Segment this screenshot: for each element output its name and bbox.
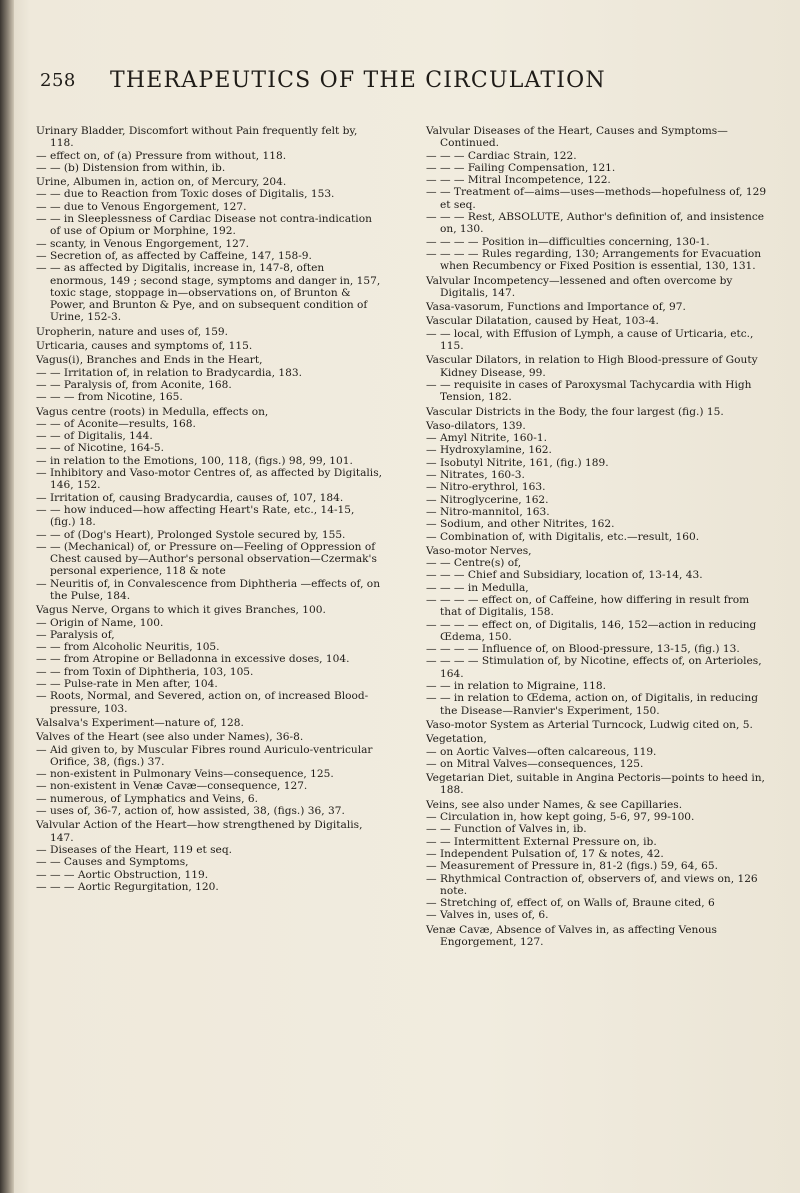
index-entry: — — — Aortic Regurgitation, 120. — [36, 880, 219, 893]
index-entry: — on Mitral Valves—consequences, 125. — [426, 757, 644, 770]
index-entry: — Irritation of, causing Bradycardia, causes of, 107, 184. — [36, 491, 344, 504]
index-entry: Veins, see also under Names, & see Capillaries. — [426, 798, 683, 811]
index-entry: — Origin of Name, 100. — [36, 616, 164, 629]
index-entry: — scanty, in Venous Engorgement, 127. — [36, 237, 249, 250]
index-entry: — — — — effect on, of Caffeine, how differing in result from that of Digitalis, 158. — [426, 593, 750, 619]
index-entry: Uropherin, nature and uses of, 159. — [36, 325, 229, 338]
index-entry: — — how induced—how affecting Heart's Rate, etc., 14-15, (fig.) 18. — [36, 503, 355, 529]
index-entry: — on Aortic Valves—often calcareous, 119. — [426, 745, 657, 758]
index-entry: — — (b) Distension from within, ib. — [36, 161, 226, 174]
page-header — [40, 66, 780, 100]
running-head: THERAPEUTICS OF THE CIRCULATION — [110, 68, 606, 93]
index-entry: — — — Aortic Obstruction, 119. — [36, 868, 209, 881]
index-entry: — Sodium, and other Nitrites, 162. — [426, 518, 615, 531]
index-entry: — — Causes and Symptoms, — [36, 856, 189, 869]
index-entry: Vaso-motor Nerves, — [426, 544, 532, 557]
index-entry: — — — Mitral Incompetence, 122. — [426, 174, 611, 187]
index-entry: — Independent Pulsation of, 17 & notes, 42. — [426, 847, 664, 860]
index-entry: — Isobutyl Nitrite, 161, (fig.) 189. — [426, 456, 609, 469]
index-entry: Vagus Nerve, Organs to which it gives Branches, 100. — [36, 604, 326, 617]
index-entry: — — of (Dog's Heart), Prolonged Systole secured by, 155. — [36, 528, 346, 541]
index-entry: Vascular Dilatation, caused by Heat, 103-4. — [426, 315, 659, 328]
page-binding-edge — [0, 0, 14, 1193]
index-entry: — — — — Influence of, on Blood-pressure, 13-15, (fig.) 13. — [426, 643, 740, 656]
index-entry: — — in relation to Migraine, 118. — [426, 680, 606, 693]
index-entry: Valvular Action of the Heart—how strengthened by Digitalis, 147. — [36, 819, 363, 844]
index-entry: — — from Toxin of Diphtheria, 103, 105. — [36, 665, 254, 678]
index-entry: Valves of the Heart (see also under Names), 36-8. — [36, 731, 304, 744]
index-entry: Vasa-vasorum, Functions and Importance of, 97. — [426, 301, 686, 314]
index-entry: — Hydroxylamine, 162. — [426, 444, 552, 457]
index-entry: Vegetation, — [426, 733, 487, 746]
index-entry: — — as affected by Digitalis, increase in, 147-8, often enormous, 149 ; second stage, symptoms and danger in, 157, toxic stage, stoppage in—observations on, of Brunton & Power, and Brunton & Pye, and on subsequent condition of Urine, 152-3. — [36, 262, 381, 324]
index-entry: — non-existent in Pulmonary Veins—consequence, 125. — [36, 768, 334, 781]
index-entry: Vaso-motor System as Arterial Turncock, Ludwig cited on, 5. — [426, 718, 753, 731]
index-entry: — — due to Reaction from Toxic doses of Digitalis, 153. — [36, 188, 335, 201]
index-entry: — Circulation in, how kept going, 5-6, 97, 99-100. — [426, 811, 695, 824]
index-entry: — Combination of, with Digitalis, etc.—result, 160. — [426, 530, 700, 543]
index-entry: Urticaria, causes and symptoms of, 115. — [36, 340, 253, 353]
index-entry: Valsalva's Experiment—nature of, 128. — [36, 716, 244, 729]
index-entry: — — in relation to Œdema, action on, of Digitalis, in reducing the Disease—Ranvier's Experiment, 150. — [426, 692, 759, 717]
index-entry: — Diseases of the Heart, 119 et seq. — [36, 843, 232, 856]
index-entry: — — Paralysis of, from Aconite, 168. — [36, 378, 232, 391]
index-entry: — — — Cardiac Strain, 122. — [426, 149, 577, 162]
index-entry: — Neuritis of, in Convalescence from Diphtheria —effects of, on the Pulse, 184. — [36, 577, 381, 602]
index-entry: — effect on, of (a) Pressure from without, 118. — [36, 149, 287, 162]
index-entry: — — Centre(s) of, — [426, 557, 522, 570]
index-column-right — [426, 125, 772, 948]
index-entry: — Secretion of, as affected by Caffeine, 147, 158-9. — [36, 249, 312, 262]
index-entry: — — — — effect on, of Digitalis, 146, 152—action in reducing Œdema, 150. — [426, 618, 757, 643]
index-column-left — [36, 125, 382, 893]
index-entry: — Amyl Nitrite, 160-1. — [426, 432, 547, 445]
index-entry: — — — Failing Compensation, 121. — [426, 161, 616, 174]
index-entry: Vagus centre (roots) in Medulla, effects on, — [36, 405, 269, 418]
index-entry: — — in Sleeplessness of Cardiac Disease not contra-indication of use of Opium or Morphine, 192. — [36, 213, 372, 238]
index-entry: — — Pulse-rate in Men after, 104. — [36, 678, 218, 691]
index-entry: — — of Nicotine, 164-5. — [36, 442, 164, 455]
index-entry: — — — — Position in—difficulties concerning, 130-1. — [426, 235, 710, 248]
index-entry: — Roots, Normal, and Severed, action on, of increased Blood-pressure, 103. — [36, 690, 369, 715]
index-entry: — — (Mechanical) of, or Pressure on—Feeling of Oppression of Chest caused by—Author's personal observation—Czermak's personal experience, 118 & note — [36, 540, 377, 578]
index-entry: — — Irritation of, in relation to Bradycardia, 183. — [36, 366, 302, 379]
index-entry: Vascular Districts in the Body, the four largest (fig.) 15. — [426, 405, 724, 418]
index-entry: — — — from Nicotine, 165. — [36, 391, 183, 404]
index-entry: — — from Atropine or Belladonna in excessive doses, 104. — [36, 653, 350, 666]
index-entry: — Nitroglycerine, 162. — [426, 493, 549, 506]
index-entry: — Rhythmical Contraction of, observers of, and views on, 126 note. — [426, 872, 758, 897]
index-entry: — — from Alcoholic Neuritis, 105. — [36, 641, 220, 654]
index-entry: — Nitro-erythrol, 163. — [426, 481, 546, 494]
index-entry: — — of Aconite—results, 168. — [36, 417, 196, 430]
index-entry: — — — — Rules regarding, 130; Arrangements for Evacuation when Recumbency or Fixed Position is essential, 130, 131. — [426, 247, 762, 273]
index-entry: Vegetarian Diet, suitable in Angina Pectoris—points to heed in, 188. — [426, 772, 765, 797]
index-entry: — — Function of Valves in, ib. — [426, 823, 587, 836]
index-entry: — — of Digitalis, 144. — [36, 430, 153, 443]
index-entry: — Valves in, uses of, 6. — [426, 909, 549, 922]
index-entry: — Paralysis of, — [36, 628, 115, 641]
index-entry: — Aid given to, by Muscular Fibres round Auriculo-ventricular Orifice, 38, (figs.) 37. — [36, 743, 373, 768]
index-entry: — — local, with Effusion of Lymph, a cause of Urticaria, etc., 115. — [426, 327, 754, 353]
index-entry: — Nitro-mannitol, 163. — [426, 505, 550, 518]
index-entry: Venæ Cavæ, Absence of Valves in, as affecting Venous Engorgement, 127. — [426, 923, 717, 948]
index-entry: — — Treatment of—aims—uses—methods—hopefulness of, 129 et seq. — [426, 186, 767, 211]
index-entry: — uses of, 36-7, action of, how assisted, 38, (figs.) 36, 37. — [36, 805, 345, 818]
page-number: 258 — [40, 70, 76, 91]
index-entry: — — Intermittent External Pressure on, ib. — [426, 835, 657, 848]
index-entry: — Nitrates, 160-3. — [426, 469, 525, 482]
index-entry: Urinary Bladder, Discomfort without Pain frequently felt by, 118. — [36, 125, 358, 150]
index-entry: — in relation to the Emotions, 100, 118, (figs.) 98, 99, 101. — [36, 454, 353, 467]
index-entry: Vagus(i), Branches and Ends in the Heart, — [36, 354, 263, 367]
index-entry: Vaso-dilators, 139. — [426, 419, 526, 432]
index-entry: — non-existent in Venæ Cavæ—consequence, 127. — [36, 780, 308, 793]
index-entry: — — — Chief and Subsidiary, location of, 13-14, 43. — [426, 569, 703, 582]
index-entry: Valvular Diseases of the Heart, Causes and Symptoms—Continued. — [426, 125, 728, 150]
index-entry: Valvular Incompetency—lessened and often overcome by Digitalis, 147. — [426, 274, 733, 299]
index-entry: — Measurement of Pressure in, 81-2 (figs.) 59, 64, 65. — [426, 860, 718, 873]
index-entry: Urine, Albumen in, action on, of Mercury, 204. — [36, 176, 287, 189]
index-entry: — Inhibitory and Vaso-motor Centres of, as affected by Digitalis, 146, 152. — [36, 467, 382, 492]
index-entry: — — — in Medulla, — [426, 581, 529, 594]
index-entry: — — requisite in cases of Paroxysmal Tachycardia with High Tension, 182. — [426, 378, 752, 404]
index-entry: — — — — Stimulation of, by Nicotine, effects of, on Arterioles, 164. — [426, 655, 762, 680]
index-entry: — numerous, of Lymphatics and Veins, 6. — [36, 792, 258, 805]
index-entry: — — — Rest, ABSOLUTE, Author's definition of, and insistence on, 130. — [426, 211, 765, 236]
index-entry: — Stretching of, effect of, on Walls of, Braune cited, 6 — [426, 897, 715, 910]
index-entry: — — due to Venous Engorgement, 127. — [36, 200, 247, 213]
index-entry: Vascular Dilators, in relation to High Blood-pressure of Gouty Kidney Disease, 99. — [426, 354, 758, 379]
